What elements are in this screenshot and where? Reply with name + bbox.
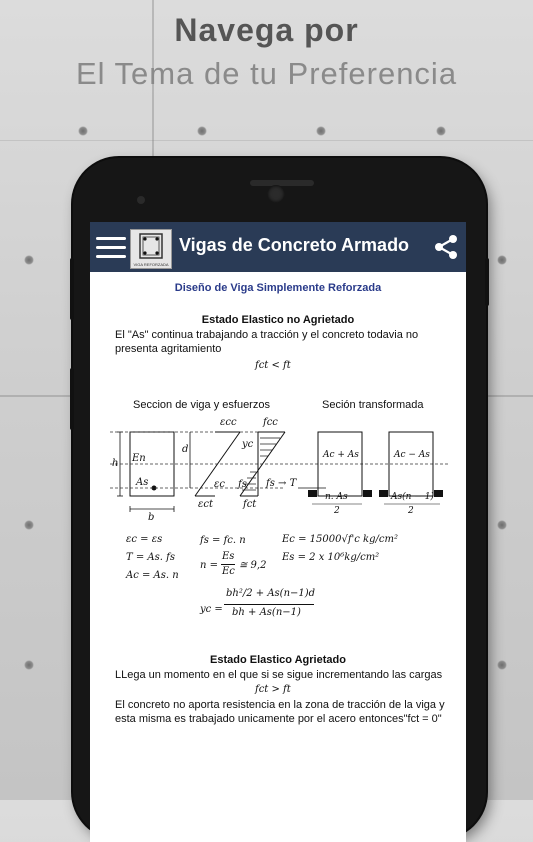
formula-es: Es = 2 x 10⁶kg/cm²	[282, 552, 380, 563]
label-b: b	[148, 512, 155, 523]
label-fcc: fcc	[263, 417, 278, 428]
promo-subtitle: El Tema de tu Preferencia	[75, 56, 458, 91]
phone-left-button	[70, 258, 74, 320]
section2-title: Estado Elastico Agrietado	[210, 654, 346, 666]
section2-text1: LLega un momento en el que si se sigue incrementando las cargas	[115, 669, 443, 681]
section2-text2: El concreto no aporta resistencia en la zona de tracción de la viga y esta misma es trabajado unicamente por el acero entonces"fct = 0"	[115, 699, 445, 725]
diagram-right-title: Seción transformada	[322, 399, 424, 411]
phone-speaker	[250, 180, 314, 186]
promo-title: Navega por	[174, 12, 359, 48]
app-screen	[90, 222, 466, 842]
label-ec: εc	[214, 479, 225, 490]
app-logo-caption: VIGA REFORZADA	[133, 262, 169, 267]
share-icon[interactable]	[433, 234, 459, 260]
formula-strain-equality: εc = εs	[126, 534, 163, 545]
label-fct: fct	[243, 499, 257, 510]
label-box2: Ac − As	[394, 450, 430, 460]
label-fs: fs	[238, 479, 247, 490]
formula-yc-num: bh²/2 + As(n−1)d	[226, 588, 316, 599]
label-box1: Ac + As	[323, 450, 359, 460]
front-camera	[267, 185, 285, 203]
label-frac1-num: n. As	[325, 492, 348, 502]
hamburger-menu-icon[interactable]	[96, 237, 126, 259]
formula-yc-den: bh + As(n−1)	[232, 607, 301, 618]
label-yc: yc	[242, 439, 254, 450]
label-frac2-num: As(n − 1)	[391, 492, 434, 502]
fraction-bar	[221, 564, 235, 565]
formula-n-num: Es	[222, 551, 235, 562]
section1-condition: fct < ft	[255, 360, 291, 371]
diagram-left-title: Seccion de viga y esfuerzos	[133, 399, 270, 411]
formula-tension: T = As. fs	[126, 552, 175, 563]
label-en: En	[132, 453, 146, 464]
label-as: As	[136, 477, 149, 488]
formula-ec: Ec = 15000√f'c kg/cm²	[282, 534, 398, 545]
proximity-sensor	[137, 196, 145, 204]
label-h: h	[112, 458, 119, 469]
formula-n-lhs: n =	[200, 560, 218, 571]
section1-text: El "As" continua trabajando a tracción y el concreto todavia no presenta agritamiento	[115, 329, 419, 355]
label-frac1-den: 2	[334, 506, 340, 516]
formula-n-den: Ec	[222, 566, 235, 577]
formula-yc-lhs: yc =	[200, 604, 223, 615]
formula-n-rhs: ≅ 9,2	[239, 560, 267, 571]
formula-area: Ac = As. n	[126, 570, 179, 581]
label-frac2-den: 2	[408, 506, 414, 516]
section1-title: Estado Elastico no Agrietado	[201, 314, 355, 326]
fraction-bar	[224, 604, 314, 605]
phone-power-button	[485, 258, 489, 306]
phone-frame	[73, 158, 486, 838]
label-ecc: εcc	[220, 417, 237, 428]
formula-fs: fs = fc. n	[200, 535, 246, 546]
label-ect: εct	[198, 499, 213, 510]
document-heading: Diseño de Viga Simplemente Reforzada	[174, 282, 382, 294]
app-title: Vigas de Concreto Armado	[179, 235, 410, 255]
app-logo	[130, 229, 172, 269]
app-bar	[90, 222, 466, 272]
document-content	[90, 272, 466, 842]
section2-condition: fct > ft	[255, 684, 291, 695]
label-fs-t: fs → T	[266, 478, 297, 489]
phone-left-button	[70, 368, 74, 430]
label-d: d	[182, 444, 189, 455]
